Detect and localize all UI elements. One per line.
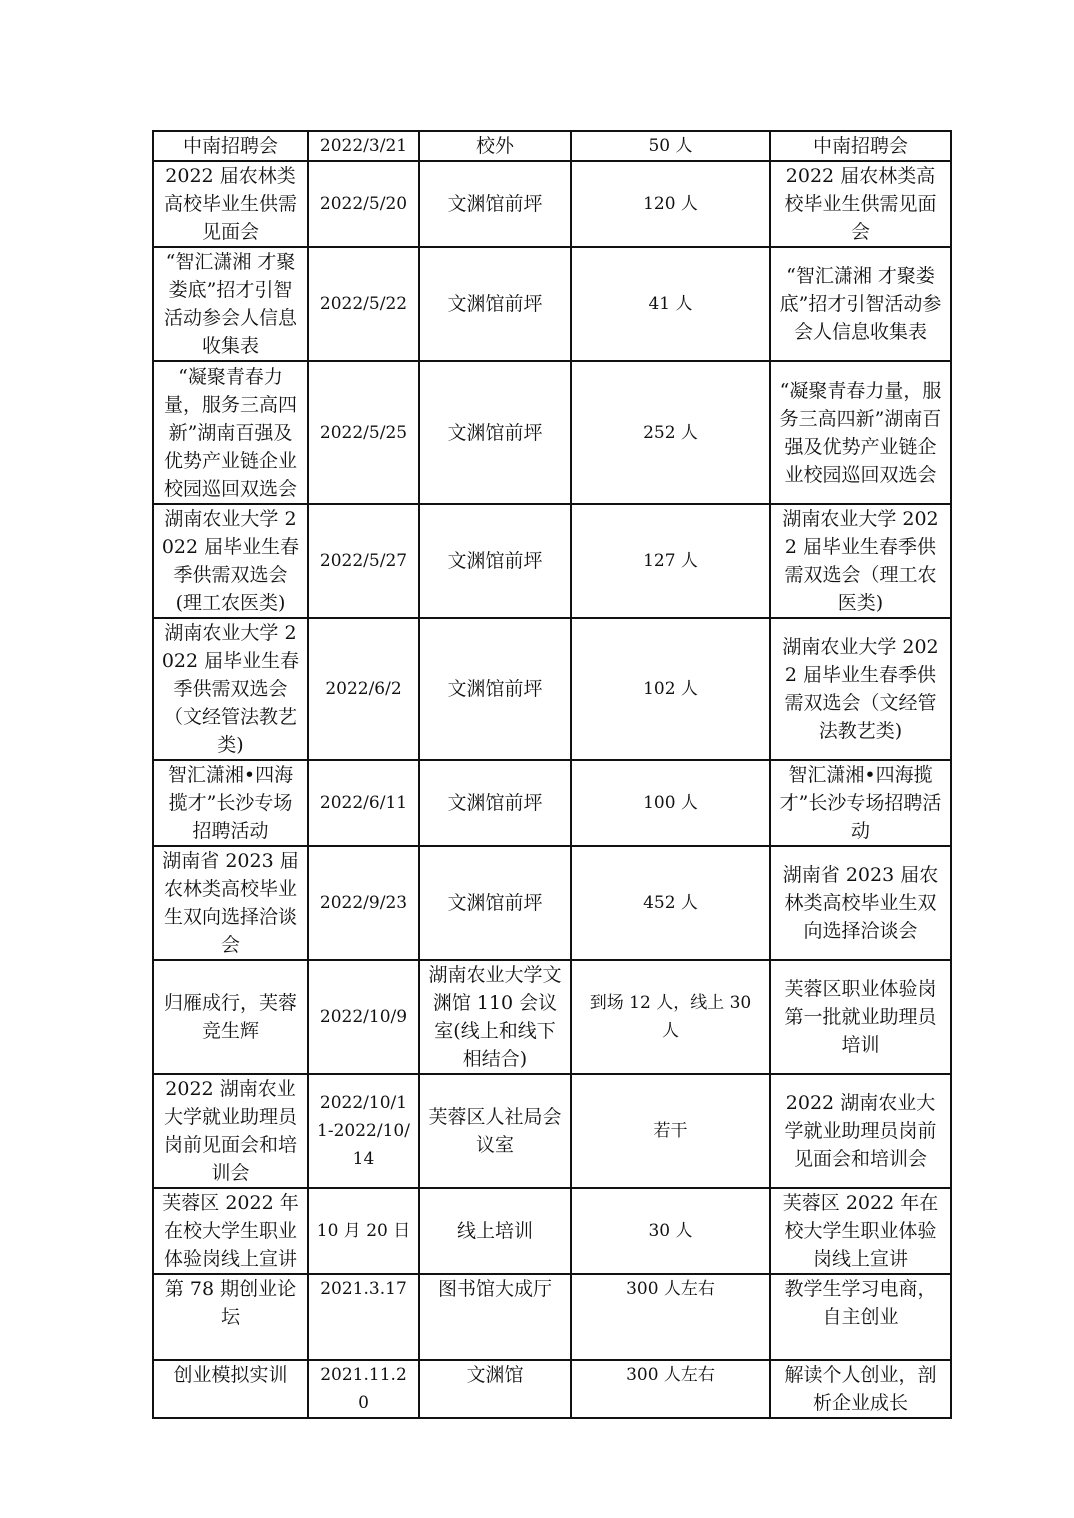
event-date-cell: 2022/6/11 — [308, 760, 419, 846]
event-date-cell: 2022/5/27 — [308, 504, 419, 618]
event-note-cell: 湖南农业大学 2022 届毕业生春季供需双选会（文经管法教艺类) — [770, 618, 951, 760]
event-name-cell: 湖南省 2023 届农林类高校毕业生双向选择洽谈会 — [153, 846, 308, 960]
event-note-cell: 智汇潇湘•四海揽才”长沙专场招聘活动 — [770, 760, 951, 846]
event-venue-cell: 校外 — [419, 131, 571, 161]
event-venue-cell: 芙蓉区人社局会议室 — [419, 1074, 571, 1188]
table-row — [153, 247, 951, 361]
event-venue-cell: 图书馆大成厅 — [419, 1274, 571, 1360]
event-venue-cell: 文渊馆前坪 — [419, 618, 571, 760]
event-note-cell: 解读个人创业，剖析企业成长 — [770, 1360, 951, 1418]
event-attendance-cell: 300 人左右 — [571, 1274, 770, 1360]
table-row — [153, 1074, 951, 1188]
event-name-cell: 芙蓉区 2022 年在校大学生职业体验岗线上宣讲 — [153, 1188, 308, 1274]
event-attendance-cell: 到场 12 人，线上 30 人 — [571, 960, 770, 1074]
event-note-cell: 2022 湖南农业大学就业助理员岗前见面会和培训会 — [770, 1074, 951, 1188]
event-date-cell: 2022/10/9 — [308, 960, 419, 1074]
table-row — [153, 361, 951, 504]
table-row — [153, 960, 951, 1074]
event-venue-cell: 文渊馆前坪 — [419, 504, 571, 618]
event-date-cell: 2022/5/22 — [308, 247, 419, 361]
event-note-cell: 芙蓉区职业体验岗第一批就业助理员培训 — [770, 960, 951, 1074]
event-attendance-cell: 127 人 — [571, 504, 770, 618]
event-name-cell: “智汇潇湘 才聚娄底”招才引智活动参会人信息收集表 — [153, 247, 308, 361]
event-note-cell: “凝聚青春力量，服务三高四新”湖南百强及优势产业链企业校园巡回双选会 — [770, 361, 951, 504]
event-note-cell: 湖南农业大学 2022 届毕业生春季供需双选会（理工农医类) — [770, 504, 951, 618]
event-venue-cell: 文渊馆前坪 — [419, 760, 571, 846]
table-row — [153, 760, 951, 846]
event-date-cell: 10 月 20 日 — [308, 1188, 419, 1274]
event-name-cell: 归雁成行，芙蓉竞生辉 — [153, 960, 308, 1074]
event-note-cell: 芙蓉区 2022 年在校大学生职业体验岗线上宣讲 — [770, 1188, 951, 1274]
table-row — [153, 131, 951, 161]
table-row — [153, 161, 951, 247]
event-venue-cell: 文渊馆前坪 — [419, 846, 571, 960]
event-date-cell: 2022/5/20 — [308, 161, 419, 247]
event-attendance-cell: 41 人 — [571, 247, 770, 361]
event-venue-cell: 湖南农业大学文渊馆 110 会议室(线上和线下相结合) — [419, 960, 571, 1074]
event-date-cell: 2022/3/21 — [308, 131, 419, 161]
table-row — [153, 618, 951, 760]
table-row — [153, 846, 951, 960]
event-date-cell: 2021.11.20 — [308, 1360, 419, 1418]
table-row — [153, 504, 951, 618]
event-name-cell: 湖南农业大学 2022 届毕业生春季供需双选会 (理工农医类) — [153, 504, 308, 618]
event-attendance-cell: 452 人 — [571, 846, 770, 960]
event-name-cell: 湖南农业大学 2022 届毕业生春季供需双选会（文经管法教艺类) — [153, 618, 308, 760]
event-name-cell: 2022 湖南农业大学就业助理员岗前见面会和培训会 — [153, 1074, 308, 1188]
event-date-cell: 2022/6/2 — [308, 618, 419, 760]
event-attendance-cell: 30 人 — [571, 1188, 770, 1274]
event-name-cell: 第 78 期创业论坛 — [153, 1274, 308, 1360]
event-name-cell: 智汇潇湘•四海揽才”长沙专场招聘活动 — [153, 760, 308, 846]
event-note-cell: “智汇潇湘 才聚娄底”招才引智活动参会人信息收集表 — [770, 247, 951, 361]
event-venue-cell: 文渊馆前坪 — [419, 247, 571, 361]
event-note-cell: 湖南省 2023 届农林类高校毕业生双向选择洽谈会 — [770, 846, 951, 960]
table-row — [153, 1188, 951, 1274]
event-attendance-cell: 50 人 — [571, 131, 770, 161]
event-venue-cell: 线上培训 — [419, 1188, 571, 1274]
event-date-cell: 2022/5/25 — [308, 361, 419, 504]
event-note-cell: 中南招聘会 — [770, 131, 951, 161]
event-date-cell: 2021.3.17 — [308, 1274, 419, 1360]
event-date-cell: 2022/10/11-2022/10/14 — [308, 1074, 419, 1188]
table-row — [153, 1360, 951, 1418]
event-venue-cell: 文渊馆前坪 — [419, 361, 571, 504]
event-name-cell: 中南招聘会 — [153, 131, 308, 161]
event-attendance-cell: 100 人 — [571, 760, 770, 846]
table-row — [153, 1274, 951, 1360]
event-name-cell: 2022 届农林类高校毕业生供需见面会 — [153, 161, 308, 247]
events-table — [152, 130, 952, 1419]
event-attendance-cell: 300 人左右 — [571, 1360, 770, 1418]
event-note-cell: 2022 届农林类高校毕业生供需见面会 — [770, 161, 951, 247]
event-venue-cell: 文渊馆 — [419, 1360, 571, 1418]
event-attendance-cell: 若干 — [571, 1074, 770, 1188]
event-attendance-cell: 120 人 — [571, 161, 770, 247]
event-name-cell: “凝聚青春力量，服务三高四新”湖南百强及优势产业链企业校园巡回双选会 — [153, 361, 308, 504]
event-attendance-cell: 252 人 — [571, 361, 770, 504]
event-date-cell: 2022/9/23 — [308, 846, 419, 960]
event-note-cell: 教学生学习电商，自主创业 — [770, 1274, 951, 1360]
event-venue-cell: 文渊馆前坪 — [419, 161, 571, 247]
event-attendance-cell: 102 人 — [571, 618, 770, 760]
event-name-cell: 创业模拟实训 — [153, 1360, 308, 1418]
